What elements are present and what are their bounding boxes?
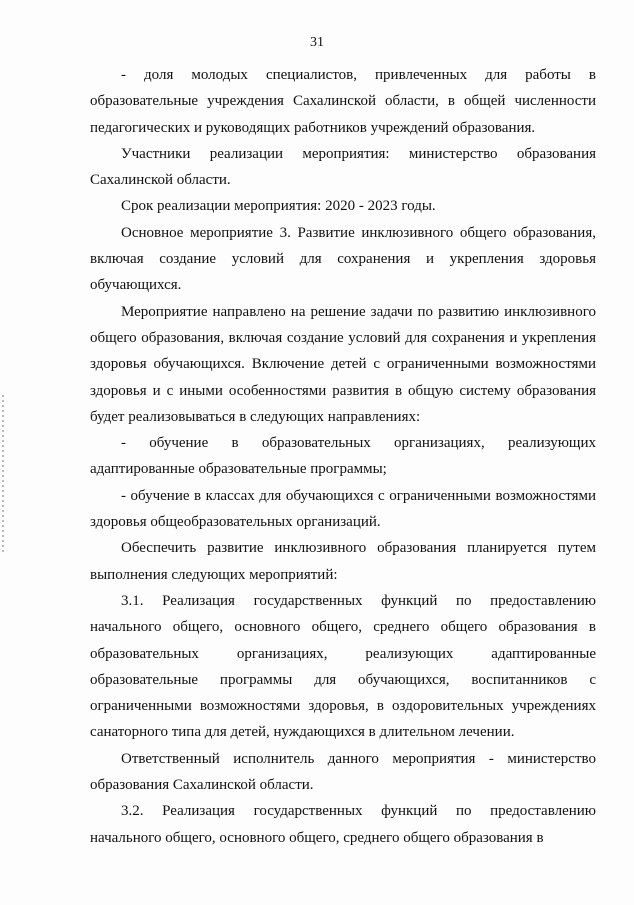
list-item-special-classes: - обучение в классах для обучающихся с ограниченными возможностями здоровья общеобразовательных организаций. <box>90 487 596 531</box>
paragraph-item-3-2: 3.2. Реализация государственных функций по предоставлению начального общего, основного общего, среднего общего образования в <box>90 803 596 846</box>
document-body <box>90 62 596 851</box>
paragraph-young-specialists-share: - доля молодых специалистов, привлеченных для работы в образовательные учреждения Сахалинской области, в общей численности педагогических и руководящих работников учреждений образования. <box>90 67 596 136</box>
paragraph-inclusive-development: Обеспечить развитие инклюзивного образования планируется путем выполнения следующих мероприятий: <box>90 540 596 583</box>
paragraph-participants: Участники реализации мероприятия: министерство образования Сахалинской области. <box>90 145 596 189</box>
paragraph-main-activity-3: Основное мероприятие 3. Развитие инклюзивного общего образования, включая создание условий для сохранения и укрепления здоровья обучающихся. <box>90 224 596 294</box>
page-number: 31 <box>310 35 324 50</box>
scan-edge-artifact <box>2 395 4 555</box>
paragraph-item-3-1: 3.1. Реализация государственных функций по предоставлению начального общего, основного общего, среднего общего образования в образовательных организациях, реализующих адаптированные образовательные программы для обучающихся, воспитанников с ограниченными возможностями здоровья, в оздоровительных учреждениях санаторного типа для детей, нуждающихся в длительном лечении. <box>90 592 596 741</box>
paragraph-period: Срок реализации мероприятия: 2020 - 2023 годы. <box>121 198 436 215</box>
list-item-adapted-programs: - обучение в образовательных организациях, реализующих адаптированные образовательные программы; <box>90 435 596 478</box>
paragraph-activity-purpose: Мероприятие направлено на решение задачи по развитию инклюзивного общего образования, включая создание условий для сохранения и укрепления здоровья обучающихся. Включение детей с ограниченными возможностями здоровья и с иными особенностями развития в общую систему образования будет реализовываться в следующих направлениях: <box>90 303 596 425</box>
paragraph-responsible-executor: Ответственный исполнитель данного мероприятия - министерство образования Сахалинской области. <box>90 750 596 794</box>
